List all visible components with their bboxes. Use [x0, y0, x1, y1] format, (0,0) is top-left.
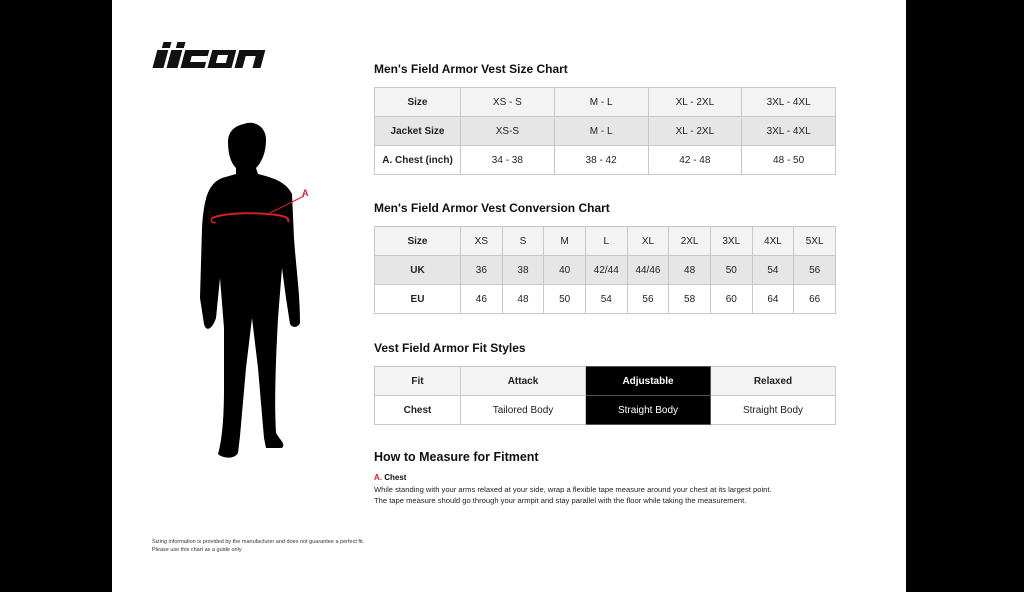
table-cell: 56	[627, 285, 669, 314]
table-cell: 40	[544, 256, 586, 285]
chest-marker-label: A	[302, 188, 309, 198]
disclaimer-line: Please use this chart as a guide only	[152, 547, 242, 553]
table-cell: 38	[502, 256, 544, 285]
row-header: Size	[375, 88, 461, 117]
table-cell: 54	[752, 256, 794, 285]
table-cell: 58	[669, 285, 711, 314]
table-cell: 3XL - 4XL	[742, 117, 836, 146]
row-header: Fit	[375, 367, 461, 396]
table-cell: 2XL	[669, 227, 711, 256]
measure-item-label	[374, 473, 406, 482]
instruction-line: The tape measure should go through your armpit and stay parallel with the floor while taking the measurement.	[374, 495, 747, 505]
fit-styles-title: Vest Field Armor Fit Styles	[374, 341, 526, 355]
table-row	[375, 367, 836, 396]
size-chart-table	[374, 87, 836, 175]
row-header: Size	[375, 227, 461, 256]
table-row	[375, 256, 836, 285]
conversion-chart-table	[374, 226, 836, 314]
table-row	[375, 227, 836, 256]
table-cell: S	[502, 227, 544, 256]
table-cell: XL	[627, 227, 669, 256]
row-header: A. Chest (inch)	[375, 146, 461, 175]
table-cell: 34 - 38	[461, 146, 555, 175]
table-cell: 46	[461, 285, 503, 314]
row-header: Jacket Size	[375, 117, 461, 146]
instruction-line: While standing with your arms relaxed at your side, wrap a flexible tape measure around your chest at its largest point.	[374, 485, 772, 494]
highlighted-cell: Adjustable	[586, 367, 711, 396]
table-cell: 44/46	[627, 256, 669, 285]
table-row	[375, 146, 836, 175]
fit-styles-table	[374, 366, 836, 425]
row-header: Chest	[375, 396, 461, 425]
table-row	[375, 88, 836, 117]
table-cell: XS	[461, 227, 503, 256]
table-cell: 66	[794, 285, 836, 314]
table-cell: 54	[585, 285, 627, 314]
table-cell: M	[544, 227, 586, 256]
table-cell: XS - S	[461, 88, 555, 117]
icon-brand-logo	[152, 40, 270, 72]
row-header: UK	[375, 256, 461, 285]
measure-title: How to Measure for Fitment	[374, 450, 539, 464]
table-cell: 48	[502, 285, 544, 314]
table-cell: Tailored Body	[461, 396, 586, 425]
measure-marker: A.	[374, 473, 382, 482]
table-cell: 42/44	[585, 256, 627, 285]
table-row	[375, 285, 836, 314]
size-chart-title: Men's Field Armor Vest Size Chart	[374, 62, 568, 76]
table-cell: 38 - 42	[554, 146, 648, 175]
table-cell: 5XL	[794, 227, 836, 256]
table-row	[375, 117, 836, 146]
table-cell: 36	[461, 256, 503, 285]
table-cell: 48	[669, 256, 711, 285]
table-cell: L	[585, 227, 627, 256]
table-cell: XL - 2XL	[648, 88, 742, 117]
conversion-chart-title: Men's Field Armor Vest Conversion Chart	[374, 201, 610, 215]
table-cell: Attack	[461, 367, 586, 396]
body-silhouette-figure	[182, 118, 322, 468]
highlighted-cell: Straight Body	[586, 396, 711, 425]
measure-label-text: Chest	[384, 473, 407, 482]
disclaimer	[152, 538, 364, 554]
table-cell: XS-S	[461, 117, 555, 146]
table-cell: M - L	[554, 117, 648, 146]
table-cell: XL - 2XL	[648, 117, 742, 146]
size-chart-page	[112, 0, 906, 592]
table-cell: 64	[752, 285, 794, 314]
table-cell: 4XL	[752, 227, 794, 256]
table-cell: M - L	[554, 88, 648, 117]
table-row	[375, 396, 836, 425]
table-cell: Relaxed	[711, 367, 836, 396]
table-cell: 50	[544, 285, 586, 314]
disclaimer-line: Sizing information is provided by the manufacturer and does not guarantee a perfect fit.	[152, 539, 365, 545]
measure-instructions	[374, 485, 814, 506]
table-cell: 50	[710, 256, 752, 285]
table-cell: Straight Body	[711, 396, 836, 425]
table-cell: 3XL	[710, 227, 752, 256]
table-cell: 3XL - 4XL	[742, 88, 836, 117]
table-cell: 56	[794, 256, 836, 285]
table-cell: 60	[710, 285, 752, 314]
table-cell: 48 - 50	[742, 146, 836, 175]
row-header: EU	[375, 285, 461, 314]
table-cell: 42 - 48	[648, 146, 742, 175]
